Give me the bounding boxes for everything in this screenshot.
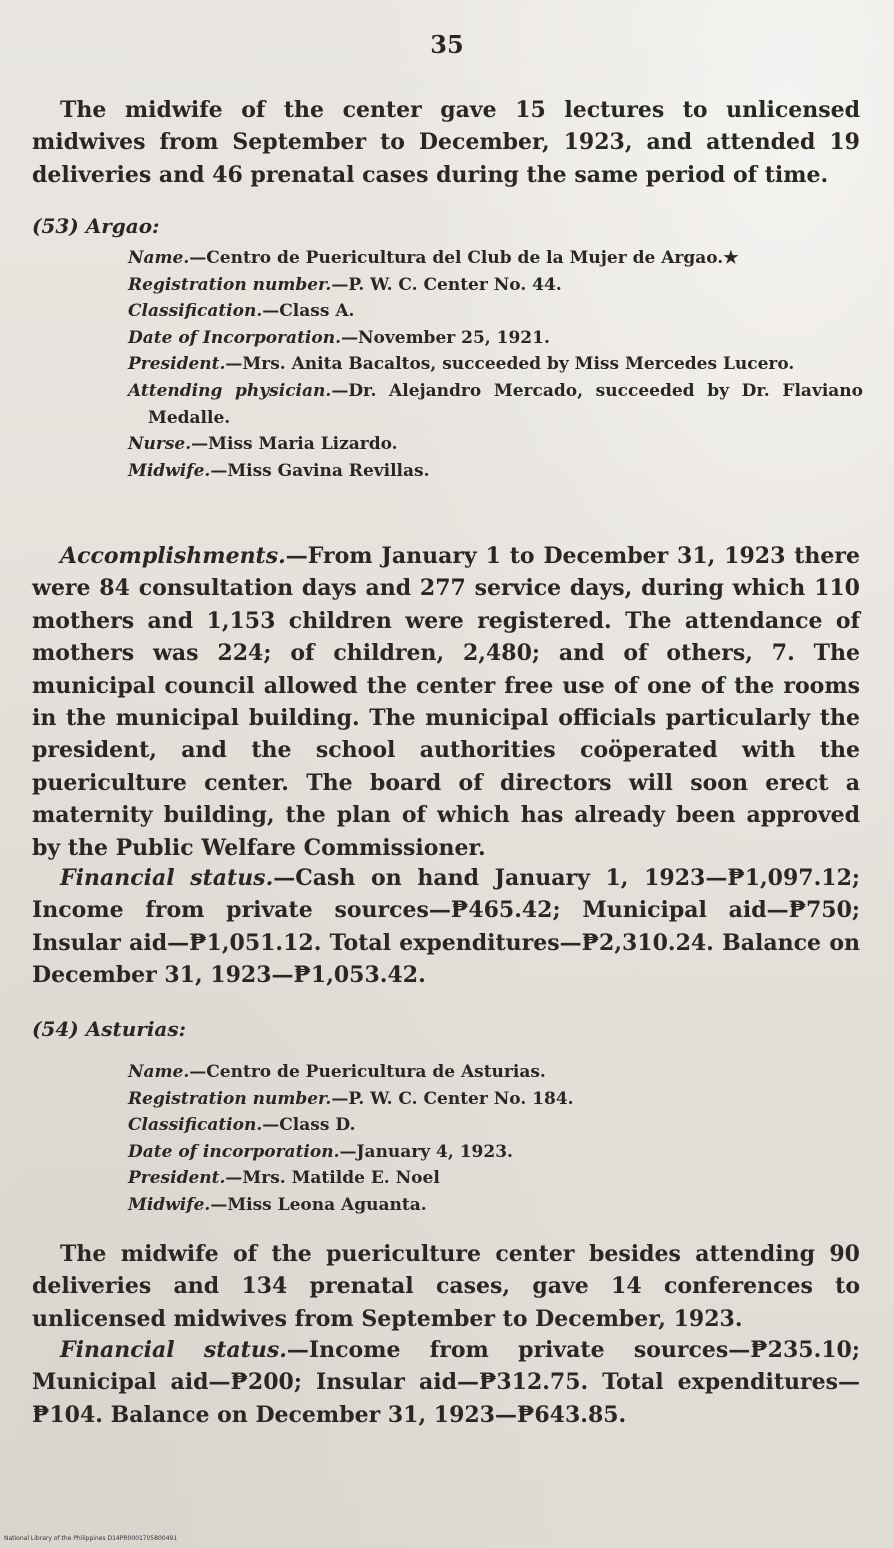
entry-president: President.—Mrs. Matilde E. Noel	[128, 1168, 440, 1189]
entry-name: Name.—Centro de Puericultura del Club de la Mujer de Argao.★	[128, 248, 739, 268]
financial-text-53: —Cash on hand January 1, 1923—₱1,097.12; Income from private sources—₱465.42; Municipal aid—₱750; Insular aid—₱1,051.12. Total expenditures—₱2,310.24. Balance on December 31, 1923—₱1,053.42.	[32, 865, 860, 989]
entry-registration-number: Registration number.—P. W. C. Center No. 44.	[128, 274, 562, 295]
entry-midwife: Midwife.—Miss Leona Aguanta.	[128, 1194, 427, 1215]
section-54-heading: (54) Asturias:	[32, 1017, 187, 1041]
financial-label-54: Financial status.	[60, 1337, 287, 1363]
entry-date-of-incorporation: Date of incorporation.—January 4, 1923.	[128, 1141, 513, 1162]
financial-status-54	[32, 1334, 860, 1431]
entry-nurse: Nurse.—Miss Maria Lizardo.	[128, 434, 398, 455]
entry-classification: Classification.—Class D.	[128, 1115, 356, 1136]
accomplishments-text: —From January 1 to December 31, 1923 there were 84 consultation days and 277 service days, during which 110 mothers and 1,153 children were registered. The attendance of mothers was 224; of children, 2,480; and of others, 7. The municipal council allowed the center free use of one of the rooms in the municipal building. The municipal officials particularly the president, and the school authorities coöperated with the puericulture center. The board of directors will soon erect a maternity building, the plan of which has already been approved by the Public Welfare Commissioner.	[32, 543, 860, 861]
accomplishments-paragraph	[32, 540, 860, 864]
entry-name: Name.—Centro de Puericultura de Asturias.	[128, 1062, 546, 1082]
page-number: 35	[430, 30, 464, 59]
financial-status-53	[32, 862, 860, 992]
entry-registration-number: Registration number.—P. W. C. Center No. 184.	[128, 1088, 574, 1109]
financial-text-54: —Income from private sources—₱235.10; Municipal aid—₱200; Insular aid—₱312.75. Total expenditures—₱104. Balance on December 31, 1923—₱643.85.	[32, 1337, 860, 1428]
entry-date-of-incorporation: Date of Incorporation.—November 25, 1921.	[128, 327, 550, 348]
section-53-heading: (53) Argao:	[32, 214, 160, 238]
footer-watermark: National Library of the Philippines D14PR0001705800491	[4, 1535, 178, 1542]
section-54-entries	[128, 1059, 863, 1219]
asturias-text: The midwife of the puericulture center besides attending 90 deliveries and 134 prenatal cases, gave 14 conferences to unlicensed midwives from September to December, 1923.	[32, 1241, 860, 1332]
entry-classification: Classification.—Class A.	[128, 301, 355, 322]
entry-president: President.—Mrs. Anita Bacaltos, succeeded by Miss Mercedes Lucero.	[128, 354, 795, 375]
section-53-entries	[128, 245, 863, 484]
entry-attending-physician: Attending physician.—Dr. Alejandro Mercado, succeeded by Dr. Flaviano Medalle.	[128, 380, 864, 428]
financial-label-53: Financial status.	[60, 865, 274, 891]
intro-paragraph	[32, 94, 860, 191]
asturias-paragraph	[32, 1238, 860, 1335]
accomplishments-label: Accomplishments.	[60, 543, 286, 569]
intro-text: The midwife of the center gave 15 lectures to unlicensed midwives from September to December, 1923, and attended 19 deliveries and 46 prenatal cases during the same period of time.	[32, 97, 860, 188]
entry-midwife: Midwife.—Miss Gavina Revillas.	[128, 460, 430, 481]
